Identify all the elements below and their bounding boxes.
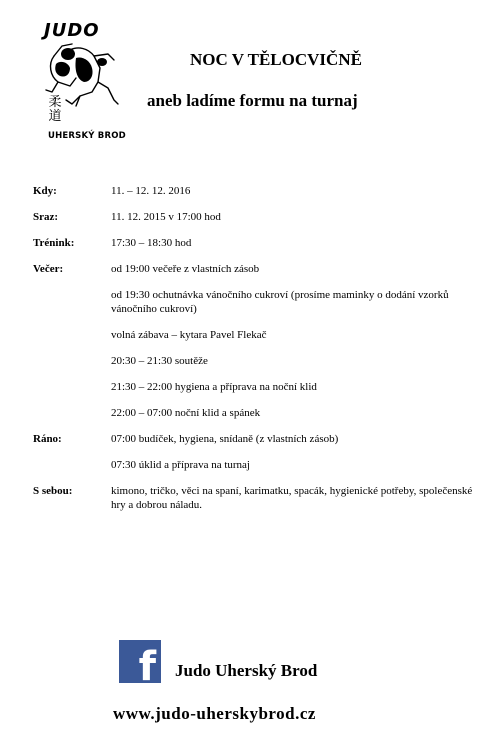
rano-item: 07:30 úklid a příprava na turnaj [111, 459, 250, 471]
facebook-letter: f [138, 644, 156, 690]
schedule-row-trenink [33, 236, 483, 250]
rano-item: 07:00 budíček, hygiena, snídaně (z vlastních zásob) [111, 433, 339, 445]
page-title: NOC V TĚLOCVIČNĚ [190, 50, 362, 69]
logo-subtitle: UHERSKÝ BROD [48, 131, 126, 141]
trenink-label: Trénink: [33, 237, 75, 249]
schedule-row-sraz [33, 210, 483, 224]
schedule-row-rano [33, 432, 483, 472]
vecer-item: 21:30 – 22:00 hygiena a příprava na noční klid [111, 381, 317, 393]
event-schedule [33, 184, 483, 524]
vecer-item: 20:30 – 21:30 soutěže [111, 355, 208, 367]
sebou-label: S sebou: [33, 485, 73, 497]
trenink-value: 17:30 – 18:30 hod [111, 237, 192, 249]
website-link[interactable]: www.judo-uherskybrod.cz [113, 704, 316, 723]
kdy-label: Kdy: [33, 185, 57, 197]
vecer-item: 22:00 – 07:00 noční klid a spánek [111, 407, 261, 419]
vecer-item: od 19:00 večeře z vlastních zásob [111, 263, 260, 275]
kdy-value: 11. – 12. 12. 2016 [111, 185, 191, 197]
facebook-icon[interactable] [119, 640, 161, 690]
schedule-row-vecer [33, 262, 483, 420]
schedule-row-kdy [33, 184, 483, 198]
sraz-value: 11. 12. 2015 v 17:00 hod [111, 211, 221, 223]
sraz-label: Sraz: [33, 211, 59, 223]
logo-kanji: 柔道 [48, 95, 62, 124]
vecer-item: volná zábava – kytara Pavel Flekač [111, 329, 267, 341]
logo-title: JUDO [44, 20, 100, 41]
schedule-row-sebou [33, 484, 483, 512]
facebook-page-name[interactable]: Judo Uherský Brod [175, 661, 318, 680]
vecer-item: od 19:30 ochutnávka vánočního cukroví (prosíme maminky o dodání vzorků vánočního cukroví) [111, 289, 449, 315]
rano-label: Ráno: [33, 433, 62, 445]
page-subtitle: aneb ladíme formu na turnaj [147, 91, 358, 110]
sebou-value: kimono, tričko, věci na spaní, karimatku, spacák, hygienické potřeby, společenské hry a dobrou náladu. [111, 485, 473, 511]
vecer-label: Večer: [33, 263, 64, 275]
